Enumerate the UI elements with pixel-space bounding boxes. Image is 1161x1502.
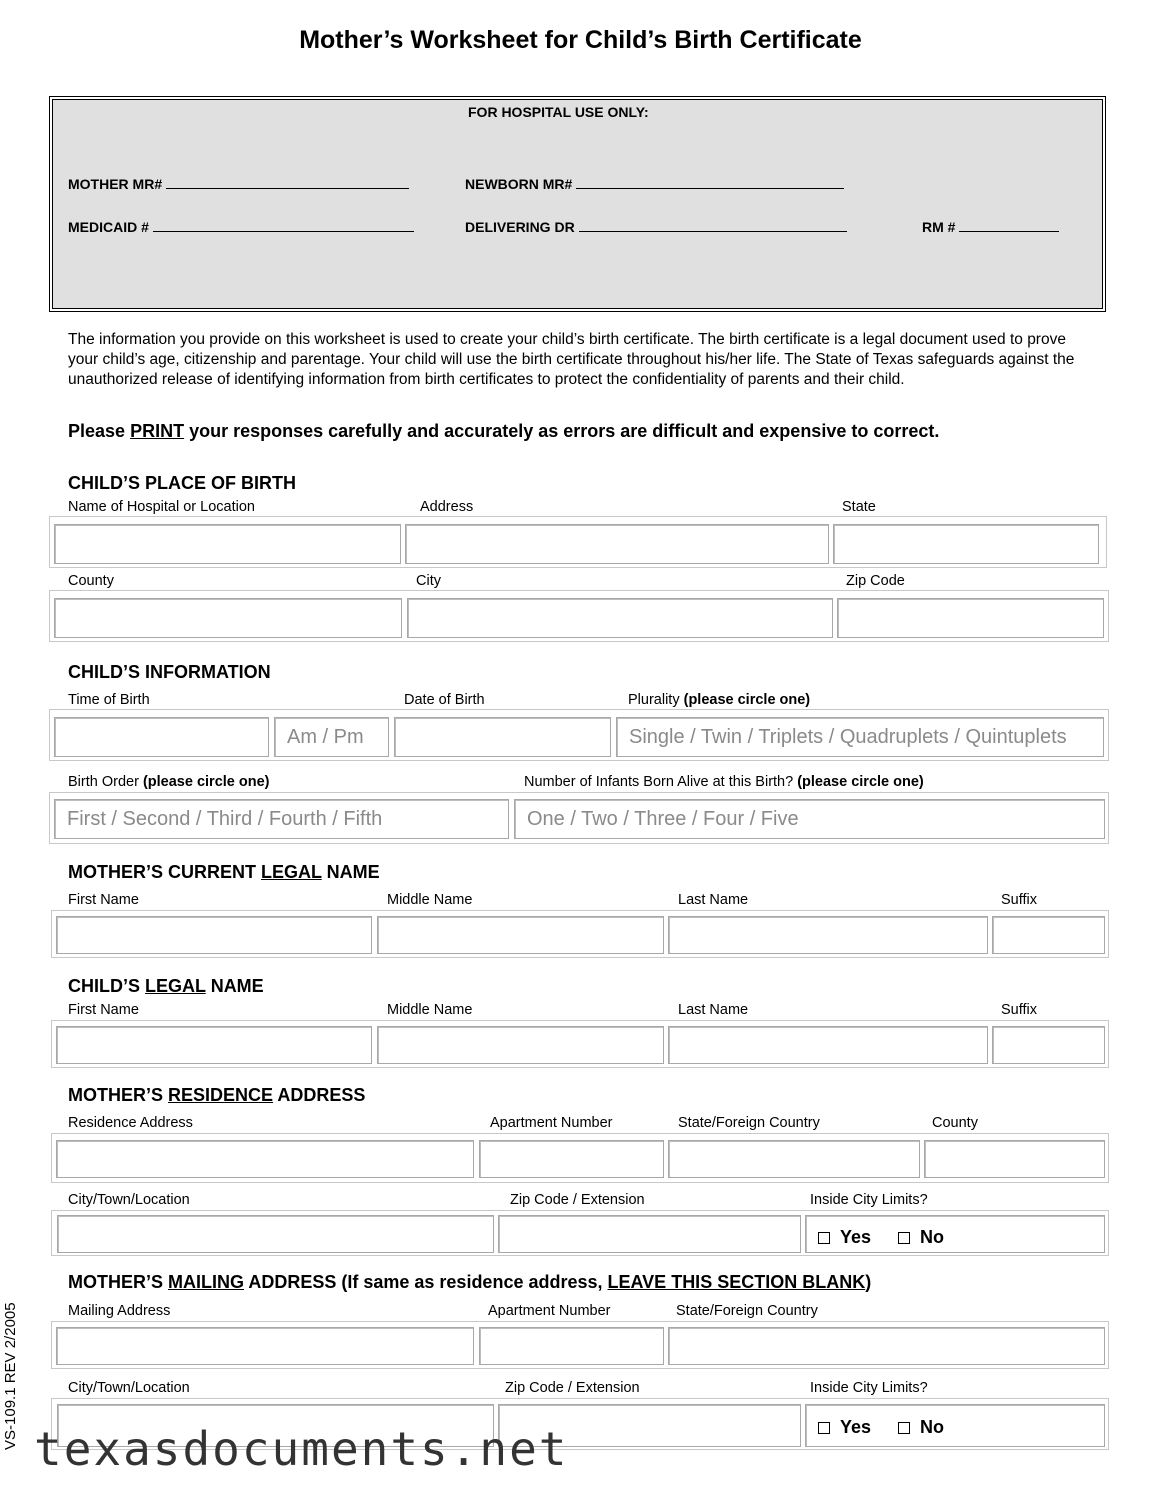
child-middle-label: Middle Name [387,1002,473,1018]
am-pm-options: Am / Pm [287,726,364,748]
newborn-mr-label: NEWBORN MR# [465,176,573,192]
residence-address-label: Residence Address [68,1115,193,1131]
child-name-row [51,1020,1109,1068]
rm-label: RM # [922,219,956,235]
time-of-birth-label: Time of Birth [68,692,150,708]
child-last-input[interactable] [668,1026,988,1064]
child-last-label: Last Name [678,1002,749,1018]
hospital-name-label: Name of Hospital or Location [68,499,255,515]
birth-order-select[interactable] [54,799,509,839]
mailing-zip-label: Zip Code / Extension [505,1380,640,1396]
mailing-address-label: Mailing Address [68,1303,171,1319]
residence-county-input[interactable] [924,1140,1105,1178]
child-suffix-input[interactable] [992,1026,1105,1064]
residence-state-input[interactable] [668,1140,920,1178]
mother-first-label: First Name [68,892,139,908]
birth-order-label: Birth Order (please circle one) [68,774,270,790]
mother-middle-label: Middle Name [387,892,473,908]
date-of-birth-label: Date of Birth [404,692,485,708]
plurality-options: Single / Twin / Triplets / Quadruplets / Quintuplets [629,726,1067,748]
county-label: County [68,573,114,589]
hospital-use-heading: FOR HOSPITAL USE ONLY: [468,104,649,120]
residence-heading: MOTHER’S RESIDENCE ADDRESS [68,1085,366,1105]
place-of-birth-heading: CHILD’S PLACE OF BIRTH [68,473,296,493]
residence-county-label: County [932,1115,978,1131]
residence-city-input[interactable] [57,1215,494,1253]
mailing-state-input[interactable] [668,1327,1105,1365]
intro-paragraph: The information you provide on this worksheet is used to create your child’s birth certificate. The birth certificate is a legal document used to prove your child’s age, citizenship and parentage. Your child will use the birth certificate throughout his/her life. The State of Texas safeguards against the unauthorized release of identifying information from birth certificates to protect the confidentiality of parents and their child. [68,331,1075,388]
child-name-heading: CHILD’S LEGAL NAME [68,976,264,996]
mailing-heading: MOTHER’S MAILING ADDRESS (If same as residence address, LEAVE THIS SECTION BLANK) [68,1272,872,1292]
infants-alive-label: Number of Infants Born Alive at this Birth? (please circle one) [524,774,924,790]
am-pm-select[interactable] [274,717,389,757]
mother-mr-label: MOTHER MR# [68,176,163,192]
mailing-apt-label: Apartment Number [488,1303,611,1319]
child-info-row-2 [49,792,1109,844]
mailing-state-label: State/Foreign Country [676,1303,818,1319]
mailing-no-checkbox[interactable]: No [898,1417,944,1438]
place-of-birth-row-1 [49,516,1107,568]
infants-alive-options: One / Two / Three / Four / Five [527,808,799,830]
child-first-label: First Name [68,1002,139,1018]
birth-city-input[interactable] [407,598,833,638]
birth-zip-input[interactable] [837,598,1104,638]
infants-alive-select[interactable] [514,799,1105,839]
residence-city-label: City/Town/Location [68,1192,190,1208]
residence-yes-checkbox[interactable]: Yes [818,1227,871,1248]
mailing-yes-checkbox[interactable]: Yes [818,1417,871,1438]
residence-address-input[interactable] [56,1140,474,1178]
residence-state-label: State/Foreign Country [678,1115,820,1131]
residence-zip-label: Zip Code / Extension [510,1192,645,1208]
birth-county-input[interactable] [54,598,402,638]
state-label: State [842,499,876,515]
mailing-address-input[interactable] [56,1327,474,1365]
birth-address-input[interactable] [405,524,829,564]
residence-inside-city [805,1215,1105,1253]
mailing-inside-label: Inside City Limits? [810,1380,928,1396]
mailing-inside-city [805,1404,1105,1447]
city-label: City [416,573,441,589]
residence-no-checkbox[interactable]: No [898,1227,944,1248]
delivering-dr-field[interactable] [465,218,847,235]
child-first-input[interactable] [56,1026,372,1064]
page-title: Mother’s Worksheet for Child’s Birth Certificate [299,26,862,54]
residence-apt-label: Apartment Number [490,1115,613,1131]
mother-last-label: Last Name [678,892,749,908]
plurality-label: Plurality (please circle one) [628,692,811,708]
birth-state-input[interactable] [833,524,1099,564]
mother-mr-field[interactable] [68,175,409,192]
mother-last-input[interactable] [668,916,988,954]
mother-first-input[interactable] [56,916,372,954]
address-label: Address [420,499,474,515]
mother-name-heading: MOTHER’S CURRENT LEGAL NAME [68,862,380,882]
residence-zip-input[interactable] [498,1215,801,1253]
mailing-city-label: City/Town/Location [68,1380,190,1396]
mother-suffix-label: Suffix [1001,892,1038,908]
birth-order-options: First / Second / Third / Fourth / Fifth [67,808,383,830]
hospital-use-box [49,96,1106,312]
rm-field[interactable] [922,218,1059,235]
residence-row-2 [51,1210,1109,1256]
watermark: texasdocuments.net [34,1422,569,1476]
mailing-apt-input[interactable] [479,1327,664,1365]
place-of-birth-row-2 [49,590,1109,642]
delivering-dr-label: DELIVERING DR [465,219,575,235]
medicaid-field[interactable] [68,218,414,235]
medicaid-label: MEDICAID # [68,219,149,235]
date-of-birth-input[interactable] [394,717,611,757]
zip-label: Zip Code [846,573,905,589]
mailing-row-1 [51,1321,1109,1369]
print-note: Please PRINT your responses carefully and accurately as errors are difficult and expensive to correct. [68,421,940,441]
child-suffix-label: Suffix [1001,1002,1038,1018]
child-info-heading: CHILD’S INFORMATION [68,662,271,682]
newborn-mr-field[interactable] [465,175,844,192]
mother-middle-input[interactable] [377,916,664,954]
mother-name-row [51,910,1109,958]
child-info-row-1 [49,709,1109,761]
residence-apt-input[interactable] [479,1140,664,1178]
child-middle-input[interactable] [377,1026,664,1064]
residence-inside-label: Inside City Limits? [810,1192,928,1208]
residence-row-1 [51,1133,1109,1183]
time-of-birth-input[interactable] [54,717,269,757]
mother-suffix-input[interactable] [992,916,1105,954]
hospital-name-input[interactable] [54,524,401,564]
form-revision-id: VS-109.1 REV 2/2005 [2,1302,19,1450]
plurality-select[interactable] [616,717,1104,757]
